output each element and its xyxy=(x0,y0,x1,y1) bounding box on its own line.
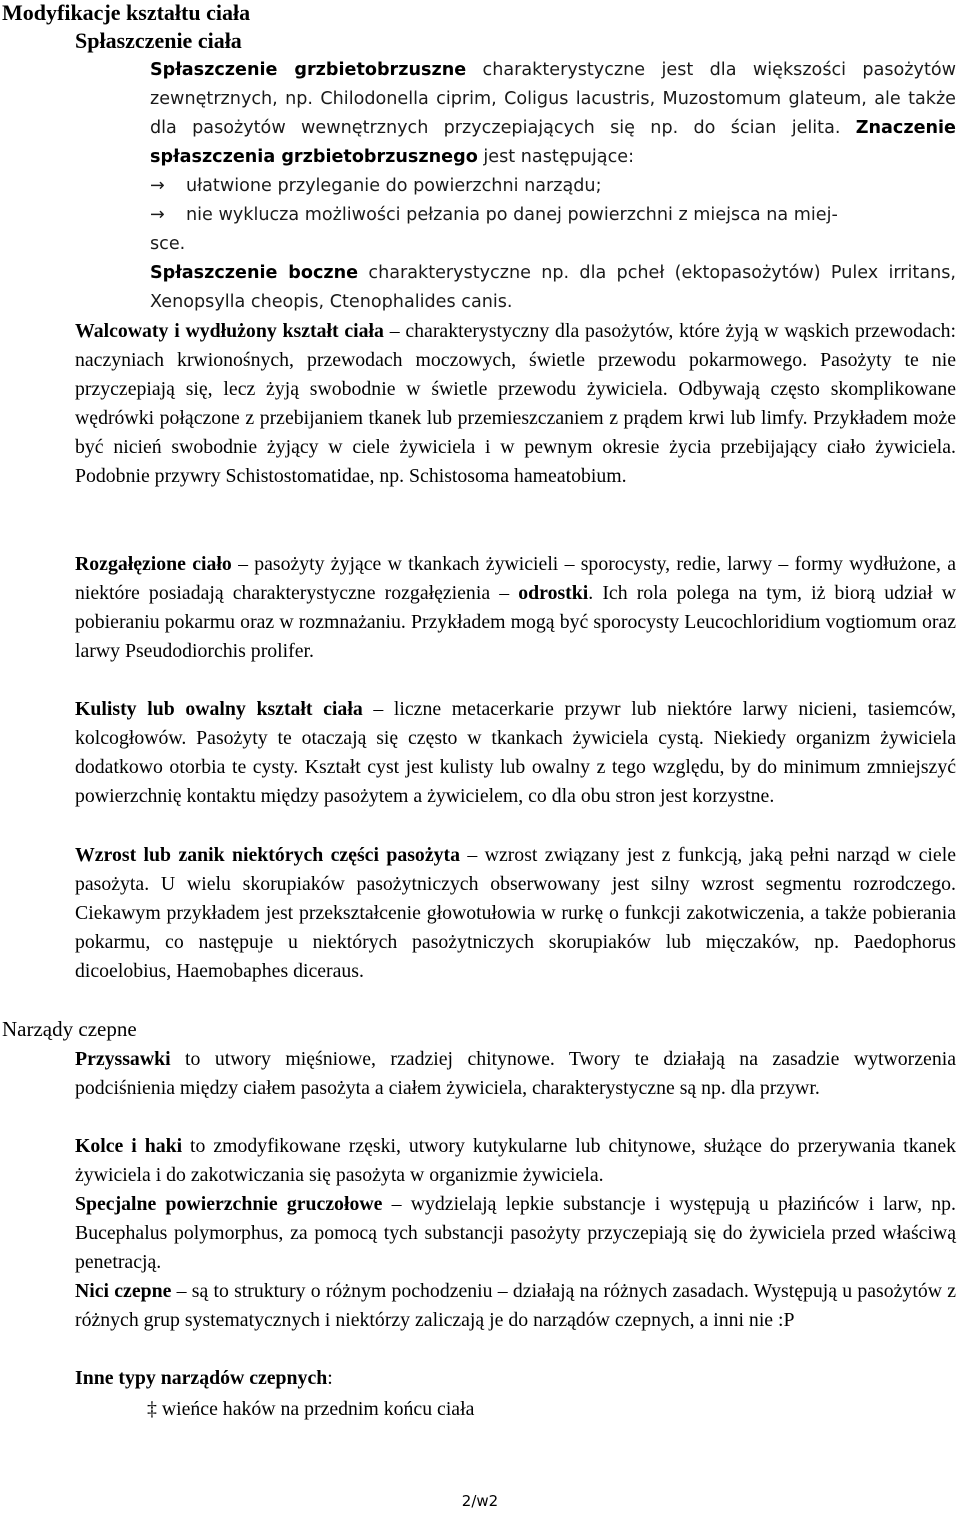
term-growth: Wzrost lub zanik niektórych części pasożyta xyxy=(75,844,460,866)
term-elongated: Walcowaty i wydłużony kształt ciała xyxy=(75,320,384,342)
paragraph-other-types xyxy=(75,1364,956,1393)
text-branched-1: – pasożyty żyjące w tkankach żywicieli – sporocysty, redie, larwy – formy wydłużone, a niektóre posiadają charakterystyczne rozgałęzienia – xyxy=(75,553,956,604)
term-suckers: Przyssawki xyxy=(75,1048,171,1070)
term-other-types: Inne typy narządów czepnych xyxy=(75,1367,328,1389)
paragraph-dorsoventral xyxy=(150,56,956,172)
term-spherical: Kulisty lub owalny kształt ciała xyxy=(75,698,363,720)
text-elongated: – charakterystyczny dla pasożytów, które żyją w wąskich przewodach: naczyniach krwionośnych, przewodach moczowych, świetle przewodu pokarmowego. Pasożyty te nie przyczepiają się, lecz żyją swobodnie w świetle przewodu żywiciela. Odbywają często skomplikowane wędrówki połączone z przebijaniem tkanek lub przemieszczaniem z prądem krwi lub limfy. Przykładem może być nicień swobodnie żyjący w ciele żywiciela i w pewnym okresie życia przebijający ciało żywiciela. Podobnie przywry Schistostomatidae, np. Schistosoma hameatobium. xyxy=(75,320,956,487)
paragraph-glandular xyxy=(75,1190,956,1277)
text-spherical: – liczne metacerkarie przywr lub niektóre larwy nicieni, tasiemców, kolcogłowów. Pasożyty te otaczają się często w tkankach żywiciela cystą. Niekiedy organizm żywiciela dodatkowo otorbia te cysty. Kształt cyst jest kulisty lub owalny z tego względu, by do minimum zmniejszyć powierzchnię kontaktu między pasożytem a żywicielem, co dla obu stron jest korzystne. xyxy=(75,698,956,807)
text-growth: – wzrost związany jest z funkcją, jaką pełni narząd w ciele pasożyta. U wielu skorupiaków pasożytniczych obserwowany jest silny wzrost segmentu rozrodczego. Ciekawym przykładem jest przekształcenie głowotułowia w rurkę o funkcji zakotwiczenia, a także pobierania pokarmu, co następuje u niektórych pasożytniczych skorupiaków lub mięczaków, np. Paedophorus dicoelobius, Haemobaphes diceraus. xyxy=(75,844,956,982)
term-significance: Znaczenie spłaszczenia grzbietobrzusznego xyxy=(150,118,956,167)
text-dorsoventral-2: jest następujące: xyxy=(477,147,634,167)
term-threads: Nici czepne xyxy=(75,1280,172,1302)
term-glandular: Specjalne powierzchnie gruczołowe xyxy=(75,1193,383,1215)
text-threads: – są to struktury o różnym pochodzeniu – działają na różnych zasadach. Występują u pasożytów z różnych grup systematycznych i niektórzy zaliczają je do narządów czepnych, a inni nie :P xyxy=(75,1280,956,1331)
term-lateral: Spłaszczenie boczne xyxy=(150,263,359,283)
arrow-right-icon: → xyxy=(150,176,165,196)
text-lateral: charakterystyczne np. dla pcheł (ektopasożytów) Pulex irritans, Xenopsylla cheopis, Ctenophalides canis. xyxy=(150,263,956,312)
double-dagger-icon: ‡ xyxy=(147,1398,157,1420)
consequence-1-text: ułatwione przyleganie do powierzchni narządu; xyxy=(186,176,602,196)
paragraph-threads xyxy=(75,1277,956,1335)
paragraph-elongated xyxy=(75,317,956,491)
list-item-hook-crowns xyxy=(147,1395,474,1424)
text-branched-2: . Ich rola polega na tym, iż biorą udział w pobieraniu pokarmu oraz w rozmnażaniu. Przykładem mogą być sporocysty Leucochloridium vogtiomum oraz larwy Pseudodiorchis prolifer. xyxy=(75,582,956,662)
list-item-consequence-2 xyxy=(150,201,838,230)
arrow-right-icon: → xyxy=(150,205,165,225)
text-dorsoventral-1: charakterystyczne jest dla większości pasożytów zewnętrznych, np. Chilodonella ciprim, Coligus lacustris, Muzostomum glateum, ale także dla pasożytów wewnętrznych przyczepiających się np. do ścian jelita. xyxy=(150,60,957,138)
paragraph-lateral xyxy=(150,259,956,317)
heading-main: Modyfikacje kształtu ciała xyxy=(2,0,251,25)
text-glandular: – wydzielają lepkie substancje i występują u płazińców i larw, np. Bucephalus polymorphus, za pomocą tych substancji pasożyty przyczepiają się do żywiciela przed właściwą penetracją. xyxy=(75,1193,957,1273)
list-item-consequence-2-cont xyxy=(150,230,185,259)
term-branched: Rozgałęzione ciało xyxy=(75,553,232,575)
term-dorsoventral: Spłaszczenie grzbietobrzuszne xyxy=(150,60,467,80)
paragraph-hooks xyxy=(75,1132,956,1190)
paragraph-growth xyxy=(75,841,956,986)
page-number: 2/w2 xyxy=(461,1492,499,1510)
other-types-colon: : xyxy=(327,1367,333,1389)
hook-crowns-text: wieńce haków na przednim końcu ciała xyxy=(161,1398,475,1420)
text-hooks: to zmodyfikowane rzęski, utwory kutykularne lub chitynowe, służące do przerywania tkanek żywiciela i do zakotwiczania się pasożyta w organizmie żywiciela. xyxy=(75,1135,956,1186)
list-item-consequence-1 xyxy=(150,172,602,201)
paragraph-branched xyxy=(75,550,956,666)
paragraph-spherical xyxy=(75,695,956,811)
consequence-2-text-line2: sce. xyxy=(150,234,186,254)
paragraph-suckers xyxy=(75,1045,956,1103)
heading-flattening: Spłaszczenie ciała xyxy=(75,28,242,53)
term-odrostki: odrostki xyxy=(518,582,589,604)
text-suckers: to utwory mięśniowe, rzadziej chitynowe. Twory te działają na zasadzie wytworzenia podciśnienia między ciałem pasożyta a ciałem żywiciela, charakterystyczne są np. dla przywr. xyxy=(75,1048,956,1099)
term-hooks: Kolce i haki xyxy=(75,1135,183,1157)
heading-attachment-organs: Narządy czepne xyxy=(2,1017,137,1041)
consequence-2-text-line1: nie wyklucza możliwości pełzania po danej powierzchni z miejsca na miej- xyxy=(186,205,838,225)
